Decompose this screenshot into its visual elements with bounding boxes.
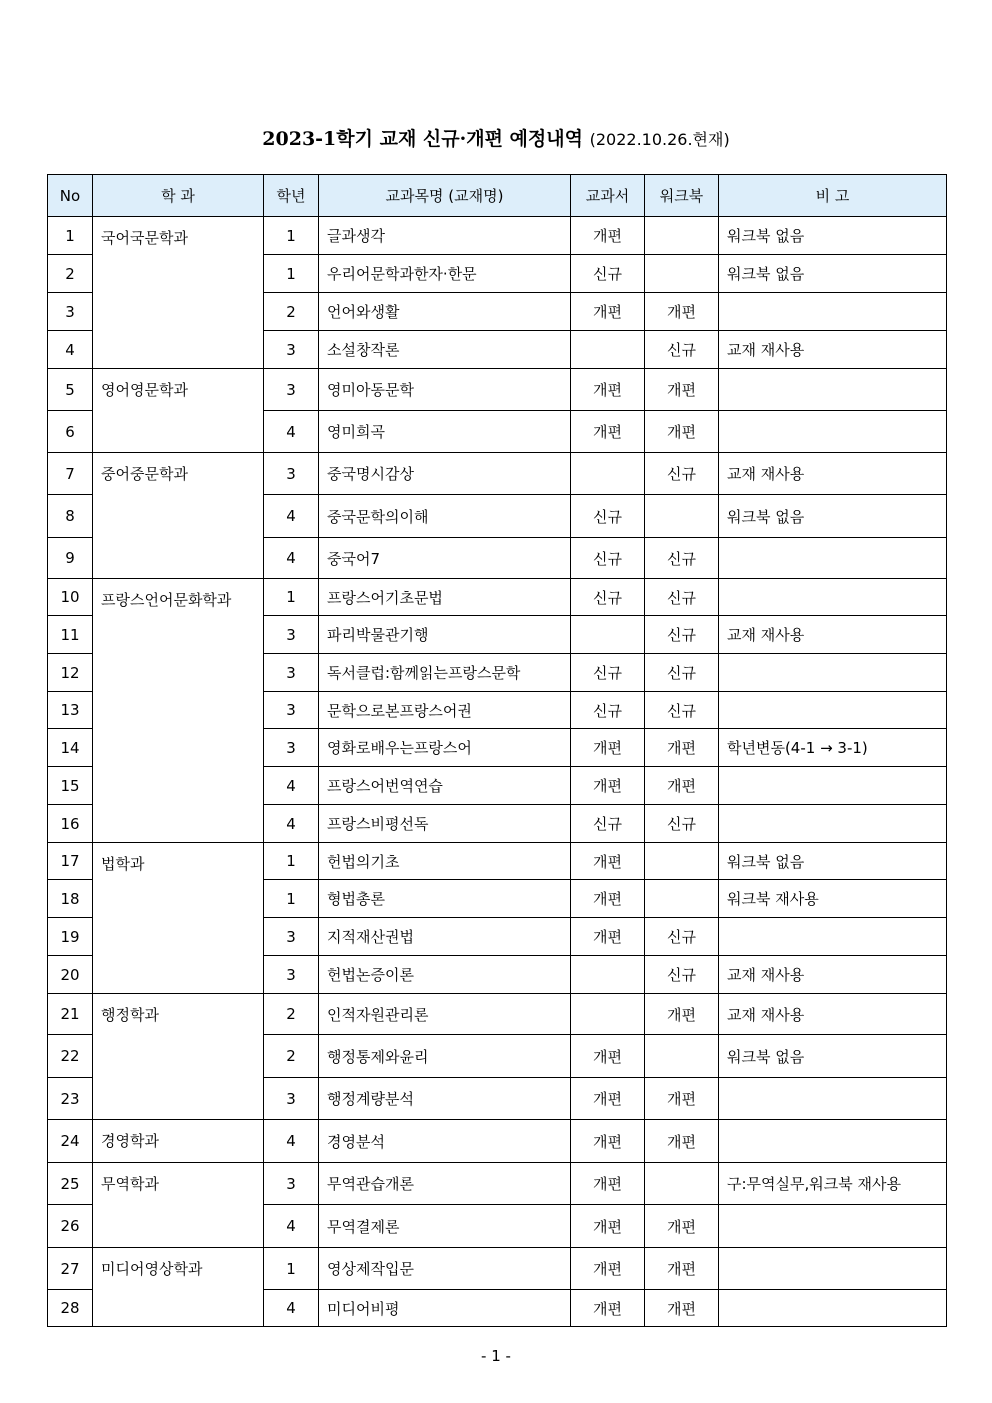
cell-year: 3: [264, 918, 319, 956]
cell-note: [719, 692, 947, 729]
cell-note: [719, 1205, 947, 1248]
cell-workbook: [645, 255, 719, 293]
cell-workbook: 개편: [645, 1205, 719, 1248]
cell-textbook: 개편: [571, 1248, 645, 1290]
cell-workbook: 신규: [645, 616, 719, 654]
cell-workbook: [645, 843, 719, 880]
cell-no: 11: [48, 616, 93, 654]
cell-year: 4: [264, 495, 319, 538]
cell-textbook: [571, 331, 645, 369]
cell-course: 경영분석: [319, 1120, 571, 1163]
header-year: 학년: [264, 175, 319, 217]
cell-workbook: 신규: [645, 654, 719, 692]
cell-department: 중어중문학과: [93, 453, 264, 579]
cell-workbook: 개편: [645, 369, 719, 411]
page-number: - 1 -: [481, 1347, 511, 1365]
cell-course: 중국어7: [319, 538, 571, 579]
cell-no: 14: [48, 729, 93, 767]
cell-workbook: 개편: [645, 994, 719, 1035]
cell-course: 인적자원관리론: [319, 994, 571, 1035]
cell-textbook: 개편: [571, 1120, 645, 1163]
cell-course: 언어와생활: [319, 293, 571, 331]
cell-year: 3: [264, 956, 319, 994]
cell-workbook: [645, 1035, 719, 1078]
cell-textbook: 개편: [571, 880, 645, 918]
cell-course: 헌법의기초: [319, 843, 571, 880]
cell-workbook: 신규: [645, 692, 719, 729]
cell-course: 헌법논증이론: [319, 956, 571, 994]
cell-note: 구:무역실무,워크북 재사용: [719, 1163, 947, 1205]
cell-course: 행정통제와윤리: [319, 1035, 571, 1078]
cell-workbook: 신규: [645, 956, 719, 994]
cell-textbook: 신규: [571, 495, 645, 538]
cell-no: 18: [48, 880, 93, 918]
cell-year: 4: [264, 1120, 319, 1163]
cell-workbook: 개편: [645, 293, 719, 331]
cell-note: 교재 재사용: [719, 331, 947, 369]
cell-note: [719, 411, 947, 453]
cell-no: 9: [48, 538, 93, 579]
cell-no: 5: [48, 369, 93, 411]
header-workbook: 워크북: [645, 175, 719, 217]
cell-year: 3: [264, 331, 319, 369]
cell-department: 경영학과: [93, 1120, 264, 1163]
cell-note: 워크북 없음: [719, 255, 947, 293]
cell-year: 1: [264, 1248, 319, 1290]
table-row: [48, 579, 947, 616]
cell-no: 27: [48, 1248, 93, 1290]
cell-note: [719, 1248, 947, 1290]
cell-textbook: 개편: [571, 1205, 645, 1248]
cell-note: 워크북 없음: [719, 495, 947, 538]
cell-note: 학년변동(4-1 → 3-1): [719, 729, 947, 767]
table-row: [48, 1163, 947, 1205]
cell-workbook: 개편: [645, 1248, 719, 1290]
cell-course: 행정계량분석: [319, 1078, 571, 1120]
header-no: No: [48, 175, 93, 217]
cell-textbook: 개편: [571, 1290, 645, 1327]
cell-year: 3: [264, 654, 319, 692]
page-title: [0, 124, 992, 151]
cell-textbook: 개편: [571, 918, 645, 956]
cell-no: 1: [48, 217, 93, 255]
cell-department: 행정학과: [93, 994, 264, 1120]
cell-no: 23: [48, 1078, 93, 1120]
table-row: [48, 217, 947, 255]
cell-year: 3: [264, 369, 319, 411]
header-textbook: 교과서: [571, 175, 645, 217]
cell-note: [719, 1078, 947, 1120]
cell-year: 3: [264, 453, 319, 495]
cell-course: 프랑스어기초문법: [319, 579, 571, 616]
cell-note: 교재 재사용: [719, 994, 947, 1035]
cell-no: 4: [48, 331, 93, 369]
cell-year: 1: [264, 880, 319, 918]
cell-textbook: 개편: [571, 217, 645, 255]
cell-note: 워크북 없음: [719, 843, 947, 880]
cell-year: 1: [264, 843, 319, 880]
header-dept: 학 과: [93, 175, 264, 217]
cell-textbook: 개편: [571, 843, 645, 880]
cell-note: [719, 918, 947, 956]
cell-workbook: 신규: [645, 453, 719, 495]
cell-workbook: [645, 495, 719, 538]
textbook-table: [47, 174, 947, 1327]
cell-textbook: 신규: [571, 654, 645, 692]
cell-course: 지적재산권법: [319, 918, 571, 956]
cell-no: 16: [48, 805, 93, 843]
cell-course: 영화로배우는프랑스어: [319, 729, 571, 767]
cell-course: 문학으로본프랑스어권: [319, 692, 571, 729]
cell-note: 교재 재사용: [719, 956, 947, 994]
cell-no: 7: [48, 453, 93, 495]
cell-course: 소설창작론: [319, 331, 571, 369]
cell-year: 4: [264, 411, 319, 453]
cell-course: 우리어문학과한자·한문: [319, 255, 571, 293]
table-body: [48, 217, 947, 1327]
cell-workbook: 신규: [645, 538, 719, 579]
cell-workbook: 개편: [645, 1120, 719, 1163]
cell-course: 프랑스어번역연습: [319, 767, 571, 805]
cell-year: 4: [264, 1290, 319, 1327]
cell-no: 2: [48, 255, 93, 293]
cell-no: 20: [48, 956, 93, 994]
cell-no: 17: [48, 843, 93, 880]
cell-department: 무역학과: [93, 1163, 264, 1248]
cell-department: 국어국문학과: [93, 217, 264, 369]
cell-textbook: 개편: [571, 767, 645, 805]
cell-course: 무역결제론: [319, 1205, 571, 1248]
cell-textbook: [571, 994, 645, 1035]
cell-workbook: 신규: [645, 918, 719, 956]
cell-course: 미디어비평: [319, 1290, 571, 1327]
cell-year: 1: [264, 217, 319, 255]
cell-year: 3: [264, 1163, 319, 1205]
cell-department: 프랑스언어문화학과: [93, 579, 264, 843]
cell-note: [719, 369, 947, 411]
title-text: 2023-1학기 교재 신규·개편 예정내역: [262, 128, 583, 150]
cell-no: 13: [48, 692, 93, 729]
cell-course: 중국명시감상: [319, 453, 571, 495]
cell-course: 파리박물관기행: [319, 616, 571, 654]
cell-textbook: 개편: [571, 729, 645, 767]
cell-course: 독서클럽:함께읽는프랑스문학: [319, 654, 571, 692]
cell-year: 2: [264, 994, 319, 1035]
title-date: (2022.10.26.현재): [589, 130, 730, 149]
cell-workbook: 개편: [645, 1078, 719, 1120]
cell-note: [719, 579, 947, 616]
table-row: [48, 1248, 947, 1290]
cell-textbook: [571, 453, 645, 495]
cell-year: 4: [264, 1205, 319, 1248]
table-row: [48, 1120, 947, 1163]
cell-textbook: 개편: [571, 1035, 645, 1078]
cell-note: 교재 재사용: [719, 453, 947, 495]
cell-year: 2: [264, 293, 319, 331]
cell-textbook: 개편: [571, 1163, 645, 1205]
cell-textbook: 신규: [571, 538, 645, 579]
cell-workbook: 개편: [645, 1290, 719, 1327]
cell-workbook: [645, 880, 719, 918]
cell-no: 22: [48, 1035, 93, 1078]
cell-course: 영상제작입문: [319, 1248, 571, 1290]
cell-note: [719, 538, 947, 579]
cell-no: 21: [48, 994, 93, 1035]
cell-workbook: [645, 217, 719, 255]
table-row: [48, 994, 947, 1035]
cell-textbook: 신규: [571, 255, 645, 293]
cell-course: 무역관습개론: [319, 1163, 571, 1205]
cell-workbook: 개편: [645, 767, 719, 805]
cell-course: 영미아동문학: [319, 369, 571, 411]
cell-no: 28: [48, 1290, 93, 1327]
cell-year: 3: [264, 692, 319, 729]
cell-no: 8: [48, 495, 93, 538]
cell-year: 3: [264, 616, 319, 654]
header-row: [48, 175, 947, 217]
cell-year: 3: [264, 1078, 319, 1120]
cell-year: 4: [264, 538, 319, 579]
cell-course: 프랑스비평선독: [319, 805, 571, 843]
cell-note: [719, 1120, 947, 1163]
cell-workbook: 신규: [645, 331, 719, 369]
cell-note: 교재 재사용: [719, 616, 947, 654]
cell-note: [719, 654, 947, 692]
cell-year: 1: [264, 579, 319, 616]
cell-course: 형법총론: [319, 880, 571, 918]
cell-note: 워크북 재사용: [719, 880, 947, 918]
cell-note: 워크북 없음: [719, 217, 947, 255]
cell-year: 4: [264, 767, 319, 805]
cell-no: 15: [48, 767, 93, 805]
cell-workbook: 신규: [645, 805, 719, 843]
cell-year: 2: [264, 1035, 319, 1078]
cell-no: 3: [48, 293, 93, 331]
cell-textbook: 개편: [571, 1078, 645, 1120]
cell-no: 24: [48, 1120, 93, 1163]
cell-department: 미디어영상학과: [93, 1248, 264, 1327]
cell-no: 6: [48, 411, 93, 453]
cell-workbook: [645, 1163, 719, 1205]
cell-no: 26: [48, 1205, 93, 1248]
cell-note: [719, 805, 947, 843]
cell-note: [719, 1290, 947, 1327]
cell-no: 25: [48, 1163, 93, 1205]
cell-textbook: 신규: [571, 692, 645, 729]
cell-textbook: [571, 956, 645, 994]
cell-course: 중국문학의이해: [319, 495, 571, 538]
cell-workbook: 개편: [645, 729, 719, 767]
table-row: [48, 369, 947, 411]
cell-workbook: 개편: [645, 411, 719, 453]
cell-textbook: 개편: [571, 369, 645, 411]
cell-course: 글과생각: [319, 217, 571, 255]
cell-textbook: 개편: [571, 293, 645, 331]
table-row: [48, 453, 947, 495]
header-note: 비 고: [719, 175, 947, 217]
cell-no: 12: [48, 654, 93, 692]
cell-note: [719, 767, 947, 805]
cell-textbook: [571, 616, 645, 654]
cell-department: 영어영문학과: [93, 369, 264, 453]
cell-textbook: 신규: [571, 805, 645, 843]
cell-textbook: 신규: [571, 579, 645, 616]
cell-year: 4: [264, 805, 319, 843]
cell-no: 19: [48, 918, 93, 956]
cell-no: 10: [48, 579, 93, 616]
cell-year: 3: [264, 729, 319, 767]
cell-note: 워크북 없음: [719, 1035, 947, 1078]
cell-course: 영미희곡: [319, 411, 571, 453]
cell-year: 1: [264, 255, 319, 293]
cell-workbook: 신규: [645, 579, 719, 616]
cell-textbook: 개편: [571, 411, 645, 453]
cell-note: [719, 293, 947, 331]
cell-department: 법학과: [93, 843, 264, 994]
header-course: 교과목명 (교재명): [319, 175, 571, 217]
table-row: [48, 843, 947, 880]
